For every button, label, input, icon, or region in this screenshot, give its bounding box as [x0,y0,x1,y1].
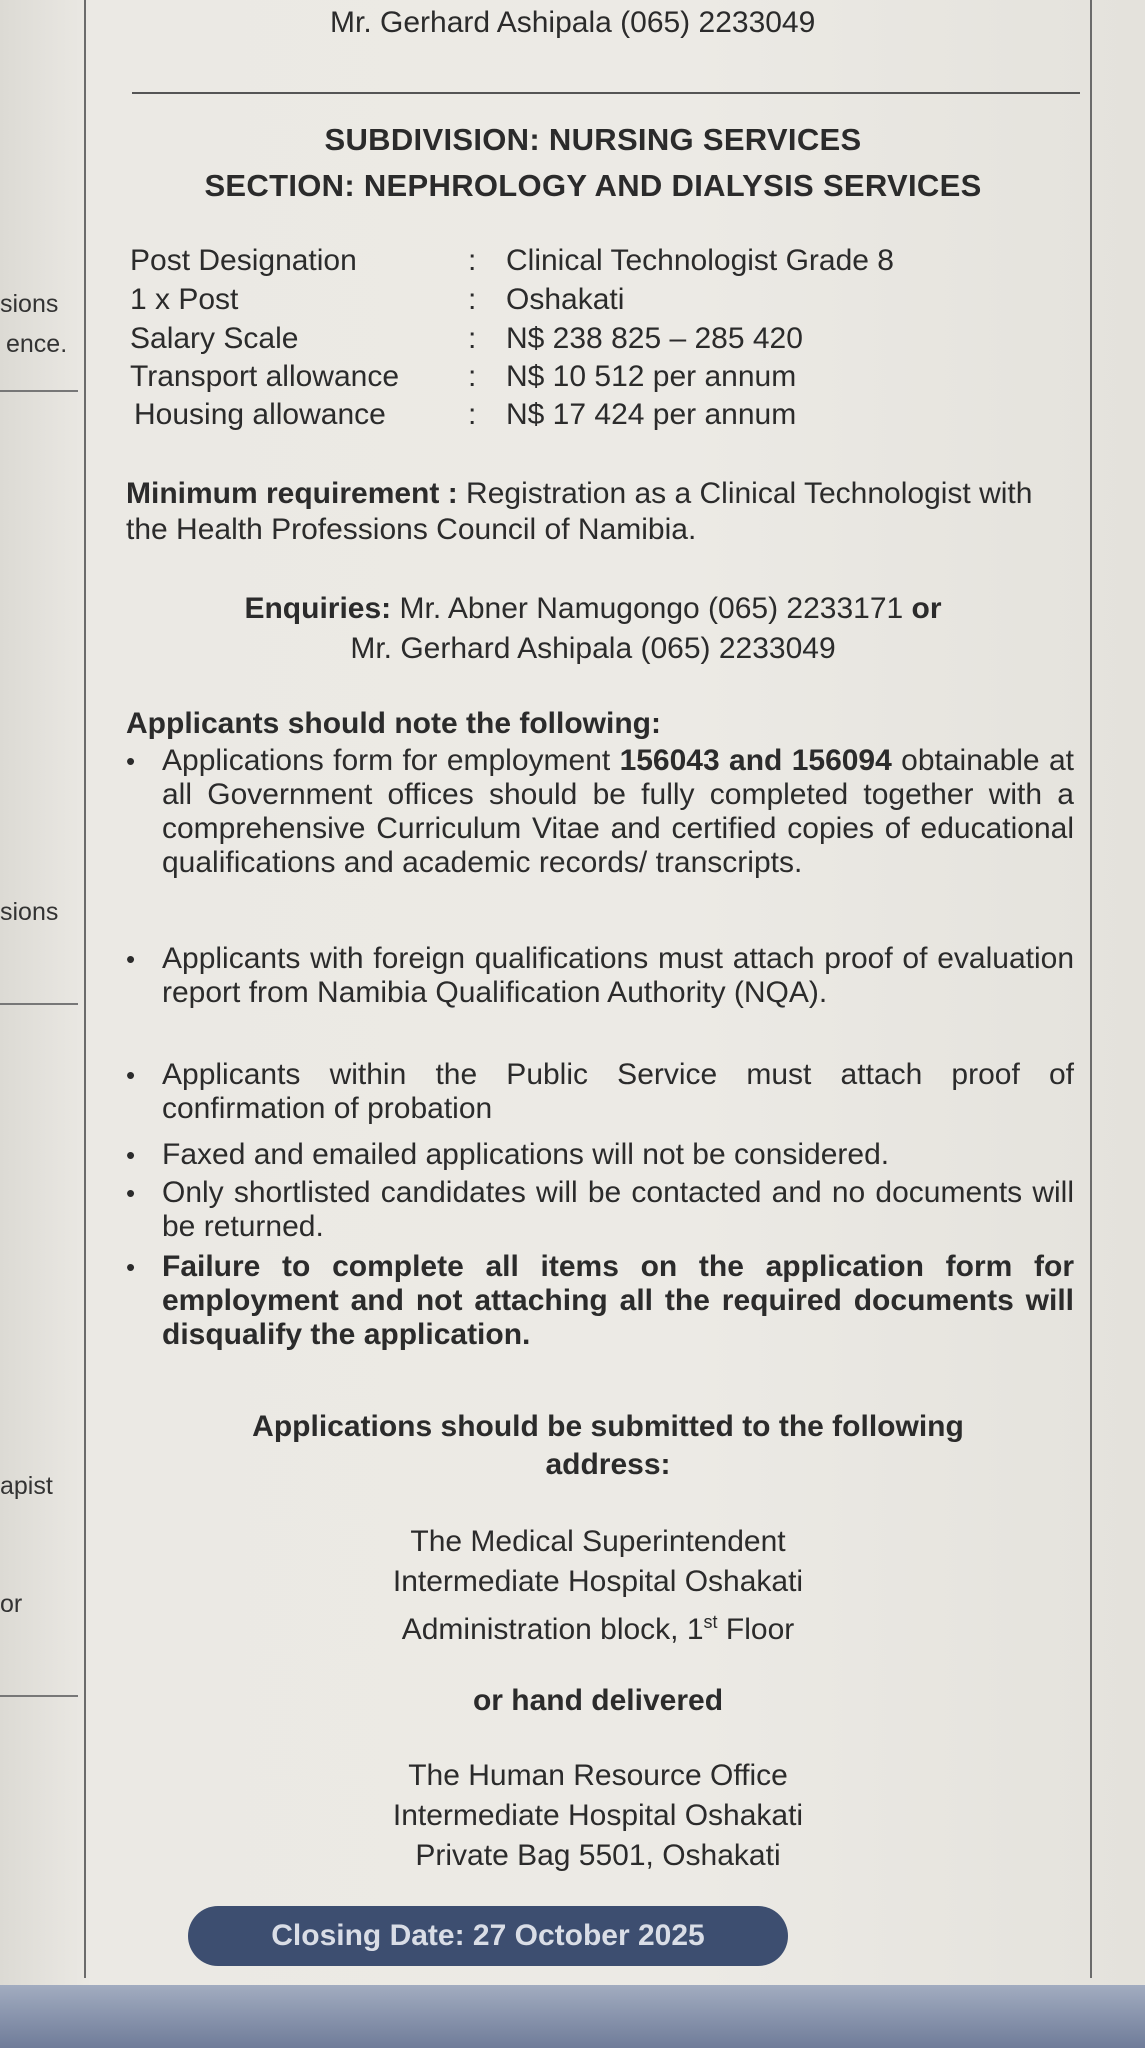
bullet-icon: • [126,1060,136,1090]
address-medical-superintendent [98,1522,1098,1650]
address-line: Private Bag 5501, Oshakati [415,1839,781,1872]
field-label: Transport allowance [130,360,400,393]
adjacent-column [0,0,84,2048]
bullet-icon: • [126,746,136,776]
top-contact: Mr. Gerhard Ashipala (065) 2233049 [330,6,816,39]
divider [0,1695,78,1697]
field-colon: : [468,322,477,355]
requirement-text: Registration as a Clinical Technologist with the Health Professions Council of Namibia. [126,477,1033,546]
field-value: N$ 238 825 – 285 420 [506,322,803,355]
hand-delivered-label: or hand delivered [472,1684,724,1717]
bullet-icon: • [126,944,136,974]
list-item-text: obtainable at all Government offices should be fully completed together with a comprehensive Curriculum Vitae and certified copies of educational qualifications and academic records/ transcripts. [162,744,1074,879]
submit-heading: Applications should be submitted to the following address: [252,1410,964,1481]
enquiries-contact-1: Mr. Abner Namugongo (065) 2233171 [399,592,904,625]
list-item: Faxed and emailed applications will not be considered. [162,1138,890,1171]
subdivision-heading: SUBDIVISION: NURSING SERVICES [324,122,862,157]
fragment-text: sions [0,898,59,926]
divider [0,390,78,392]
fragment-text: ence. [6,330,68,358]
bullet-icon: • [126,1140,136,1170]
enquiries-or: or [911,592,942,625]
divider [0,1003,78,1005]
bullet-icon: • [126,1252,136,1282]
address-line-text: Floor [717,1613,795,1646]
field-colon: : [468,283,477,316]
address-line: The Human Resource Office [408,1759,788,1792]
field-label: 1 x Post [130,283,239,316]
list-item: Applicants within the Public Service must attach proof of confirmation of probation [162,1058,1074,1125]
address-hr-office [98,1756,1098,1876]
column-rule-left [84,0,86,1978]
address-line: Intermediate Hospital Oshakati [392,1799,804,1832]
list-item-bold-text: 156043 and 156094 [619,744,892,777]
list-item-text: Applications form for employment [162,744,620,777]
address-line: The Medical Superintendent [410,1525,786,1558]
field-colon: : [468,244,477,277]
closing-date-badge: Closing Date: 27 October 2025 [188,1906,788,1966]
fragment-text: or [0,1590,23,1618]
bullet-icon: • [126,1178,136,1208]
field-label: Post Designation [130,244,357,277]
enquiries-label: Enquiries: [244,592,392,625]
field-value: N$ 17 424 per annum [506,398,797,431]
section-divider [132,92,1080,94]
fragment-text: apist [0,1472,53,1500]
section-heading: SECTION: NEPHROLOGY AND DIALYSIS SERVICES [204,168,982,203]
list-item [162,744,1074,880]
list-item: Only shortlisted candidates will be contacted and no documents will be returned. [162,1176,1074,1243]
field-value: N$ 10 512 per annum [506,360,797,393]
field-value: Clinical Technologist Grade 8 [506,244,894,277]
list-item: Applicants with foreign qualifications must attach proof of evaluation report from Namibia Qualification Authority (NQA). [162,942,1074,1009]
field-label: Housing allowance [134,398,386,431]
enquiries-contact-2: Mr. Gerhard Ashipala (065) 2233049 [350,632,836,665]
requirement-label: Minimum requirement : [126,477,458,510]
field-label: Salary Scale [130,322,299,355]
field-value: Oshakati [506,283,625,316]
list-item: Failure to complete all items on the application form for employment and not attaching all the required documents will disqualify the application. [162,1250,1074,1351]
address-line [98,1602,1098,1650]
field-colon: : [468,360,477,393]
address-line-text: Administration block, 1 [401,1613,704,1646]
applicants-heading: Applicants should note the following: [126,707,661,740]
field-colon: : [468,398,477,431]
column-rule-right [1090,0,1092,1978]
enquiries-line-1 [98,592,1088,626]
minimum-requirement [126,476,1078,548]
address-line: Intermediate Hospital Oshakati [392,1565,804,1598]
page-bottom-band [0,1985,1145,2048]
fragment-text: sions [0,290,59,318]
superscript: st [703,1612,718,1632]
